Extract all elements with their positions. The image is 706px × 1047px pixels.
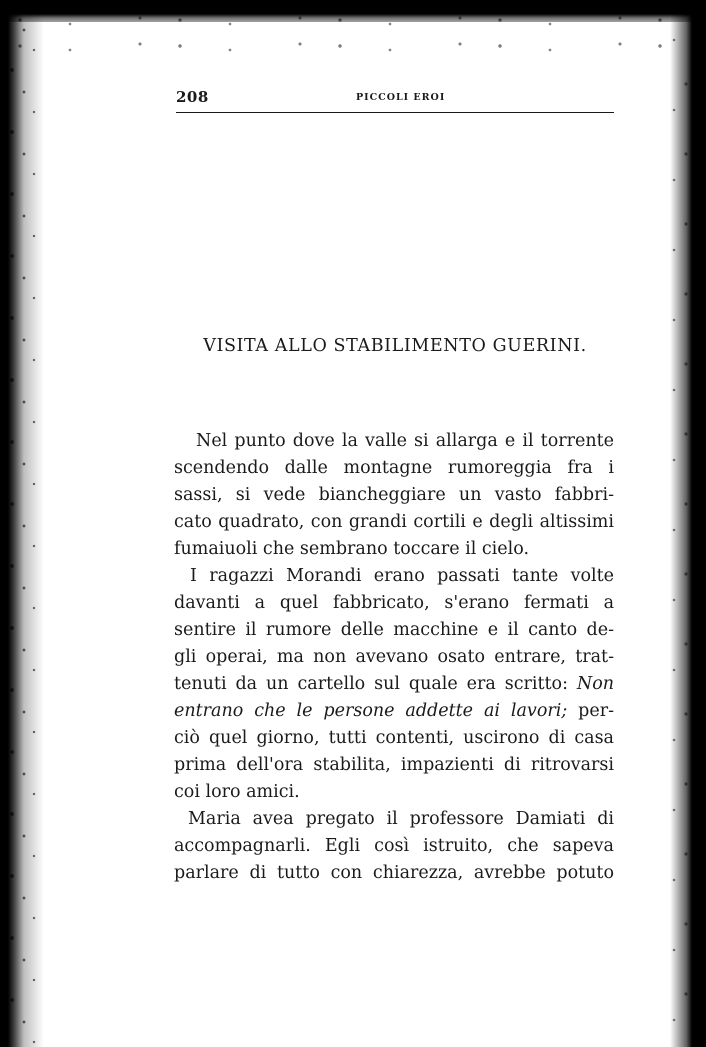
italic-run: Non [576, 674, 614, 694]
body-text [174, 428, 614, 887]
text-line: Maria avea pregato il professore Damiati di [188, 809, 614, 829]
scan-right-speckle [666, 0, 696, 1047]
italic-run: entrano che le persone addette ai lavori; [174, 701, 568, 721]
text-line: sentire il rumore delle macchine e il canto de- [174, 620, 614, 640]
text-line: coi loro amici. [174, 782, 300, 802]
text-run: per- [567, 701, 614, 721]
text-line: scendendo dalle montagne rumoreggia fra i [174, 458, 614, 478]
text-line-mixed [174, 698, 614, 725]
text-line: Nel punto dove la valle si allarga e il torrente [196, 431, 614, 451]
text-line: gli operai, ma non avevano osato entrare, trat- [174, 647, 614, 667]
chapter-title: VISITA ALLO STABILIMENTO GUERINI. [203, 336, 587, 356]
text-line: cato quadrato, con grandi cortili e degli altissimi [174, 512, 614, 532]
page-number: 208 [176, 88, 209, 106]
text-line: ciò quel giorno, tutti contenti, uscirono di casa [174, 728, 614, 748]
text-line: prima dell'ora stabilita, impazienti di ritrovarsi [174, 755, 614, 775]
text-line: parlare di tutto con chiarezza, avrebbe potuto [174, 863, 614, 883]
text-line: davanti a quel fabbricato, s'erano fermati a [174, 593, 614, 613]
text-line: accompagnarli. Egli così istruito, che sapeva [174, 836, 614, 856]
text-line-mixed [174, 671, 614, 698]
page-header [176, 86, 614, 113]
scan-top-speckle [0, 14, 706, 54]
text-line: I ragazzi Morandi erano passati tante volte [190, 566, 614, 586]
running-title: PICCOLI EROI [356, 92, 446, 103]
text-run: tenuti da un cartello sul quale era scritto: [174, 674, 577, 694]
text-line: fumaiuoli che sembrano toccare il cielo. [174, 539, 530, 559]
text-line: sassi, si vede biancheggiare un vasto fabbri- [174, 485, 614, 505]
scan-left-speckle [6, 0, 46, 1047]
